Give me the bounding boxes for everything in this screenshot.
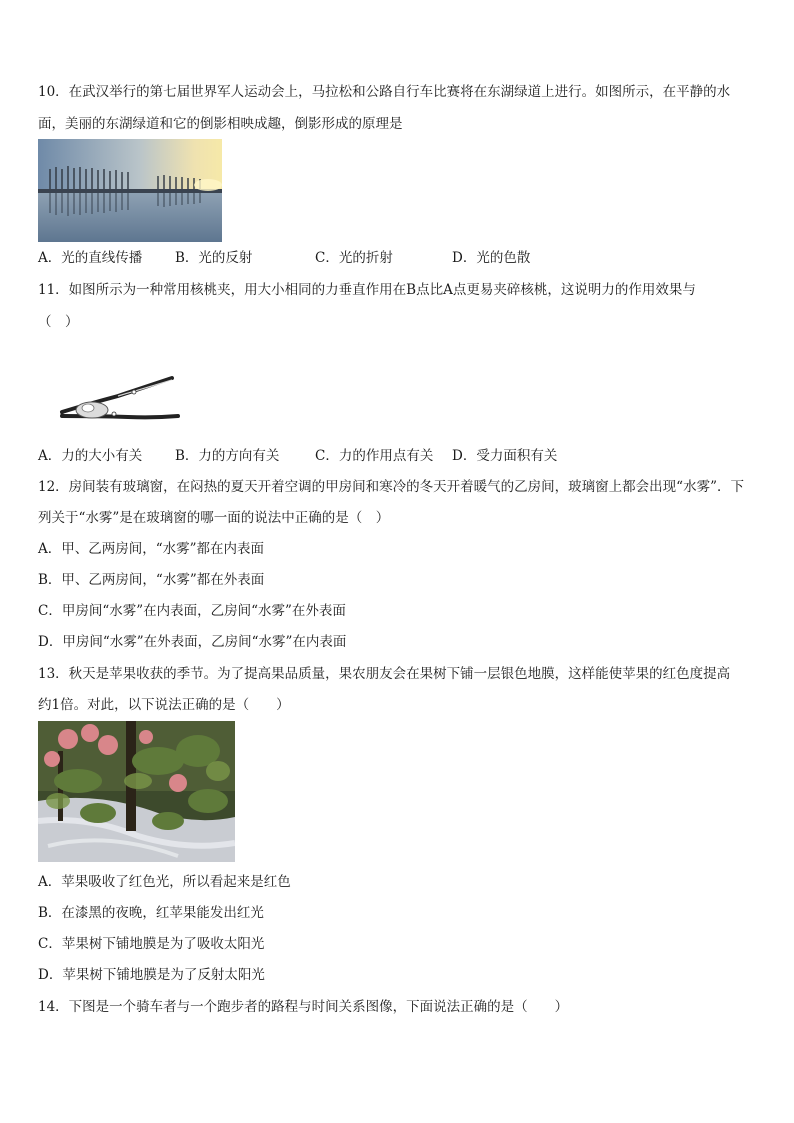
q12-option-d[interactable]: D．甲房间“水雾”在外表面，乙房间“水雾”在内表面 bbox=[38, 634, 347, 650]
q10-option-c[interactable]: C．光的折射 bbox=[315, 250, 393, 266]
q14-text-line1: 14．下图是一个骑车者与一个跑步者的路程与时间关系图像，下面说法正确的是（ ） bbox=[38, 999, 569, 1015]
q11-option-a[interactable]: A．力的大小有关 bbox=[38, 448, 143, 464]
q11-text-line2: （ ） bbox=[38, 314, 79, 330]
q12-option-a[interactable]: A．甲、乙两房间，“水雾”都在内表面 bbox=[38, 541, 265, 557]
q11-option-b[interactable]: B．力的方向有关 bbox=[175, 448, 280, 464]
q10-text-line1: 10．在武汉举行的第七届世界军人运动会上，马拉松和公路自行车比赛将在东湖绿道上进行。如图所示，在平静的水 bbox=[38, 84, 731, 100]
q13-option-a[interactable]: A．苹果吸收了红色光，所以看起来是红色 bbox=[38, 874, 291, 890]
q11-text-line1: 11．如图所示为一种常用核桃夹，用大小相同的力垂直作用在B点比A点更易夹碎核桃，这说明力的作用效果与 bbox=[38, 282, 696, 298]
q13-text-line2: 约1倍。对此，以下说法正确的是（ ） bbox=[38, 697, 290, 713]
q13-option-c[interactable]: C．苹果树下铺地膜是为了吸收太阳光 bbox=[38, 936, 265, 952]
q11-option-d[interactable]: D．受力面积有关 bbox=[452, 448, 558, 464]
q13-option-d[interactable]: D．苹果树下铺地膜是为了反射太阳光 bbox=[38, 967, 265, 983]
q13-option-b[interactable]: B．在漆黑的夜晚，红苹果能发出红光 bbox=[38, 905, 264, 921]
q10-option-a[interactable]: A．光的直线传播 bbox=[38, 250, 143, 266]
q12-option-b[interactable]: B．甲、乙两房间，“水雾”都在外表面 bbox=[38, 572, 265, 588]
q12-option-c[interactable]: C．甲房间“水雾”在内表面，乙房间“水雾”在外表面 bbox=[38, 603, 346, 619]
q11-option-c[interactable]: C．力的作用点有关 bbox=[315, 448, 434, 464]
q10-option-b[interactable]: B．光的反射 bbox=[175, 250, 253, 266]
q10-option-d[interactable]: D．光的色散 bbox=[452, 250, 531, 266]
q10-text-line2: 面，美丽的东湖绿道和它的倒影相映成趣，倒影形成的原理是 bbox=[38, 116, 403, 132]
nutcracker-image bbox=[58, 370, 184, 430]
q12-text-line2: 列关于“水雾”是在玻璃窗的哪一面的说法中正确的是（ ） bbox=[38, 510, 390, 526]
q13-text-line1: 13．秋天是苹果收获的季节。为了提高果品质量，果农朋友会在果树下铺一层银色地膜，这样能使苹果的红色度提高 bbox=[38, 666, 731, 682]
apple-orchard-image bbox=[38, 721, 235, 862]
lake-reflection-image bbox=[38, 139, 222, 242]
q12-text-line1: 12．房间装有玻璃窗，在闷热的夏天开着空调的甲房间和寒冷的冬天开着暖气的乙房间，玻璃窗上都会出现“水雾”．下 bbox=[38, 479, 744, 495]
